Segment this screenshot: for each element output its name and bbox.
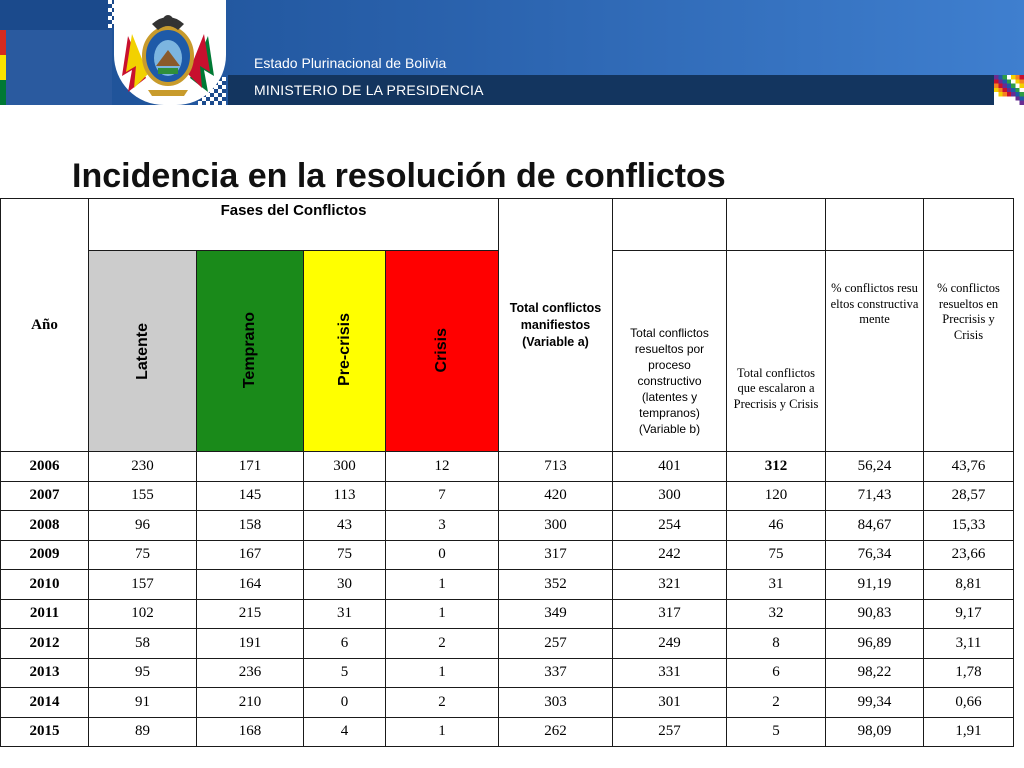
phase-latente-label: Latente xyxy=(133,323,151,380)
cell-escalated: 8 xyxy=(727,629,826,659)
header-left-block xyxy=(0,30,112,105)
blank-header-pct-p xyxy=(924,199,1014,251)
cell-pct_c: 96,89 xyxy=(826,629,924,659)
cell-crisis: 0 xyxy=(386,540,499,570)
cell-crisis: 1 xyxy=(386,717,499,747)
flag-yellow-stripe xyxy=(0,55,6,80)
cell-pct_c: 71,43 xyxy=(826,481,924,511)
table-row xyxy=(1,717,1014,747)
cell-crisis: 3 xyxy=(386,511,499,541)
page-title: Incidencia en la resolución de conflictos xyxy=(72,157,726,195)
cell-precrisis: 31 xyxy=(304,599,386,629)
cell-total_a: 300 xyxy=(499,511,613,541)
cell-crisis: 2 xyxy=(386,629,499,659)
phase-latente-header xyxy=(89,251,197,452)
cell-temprano: 167 xyxy=(197,540,304,570)
cell-escalated: 5 xyxy=(727,717,826,747)
cell-temprano: 215 xyxy=(197,599,304,629)
cell-year: 2010 xyxy=(1,570,89,600)
cell-temprano: 210 xyxy=(197,688,304,718)
table-row xyxy=(1,511,1014,541)
cell-precrisis: 75 xyxy=(304,540,386,570)
cell-pct_p: 28,57 xyxy=(924,481,1014,511)
cell-precrisis: 0 xyxy=(304,688,386,718)
cell-year: 2008 xyxy=(1,511,89,541)
cell-total_b: 300 xyxy=(613,481,727,511)
cell-precrisis: 43 xyxy=(304,511,386,541)
cell-pct_c: 84,67 xyxy=(826,511,924,541)
cell-temprano: 145 xyxy=(197,481,304,511)
cell-pct_p: 9,17 xyxy=(924,599,1014,629)
phase-temprano-label: Temprano xyxy=(241,311,258,388)
phase-crisis-label: Crisis xyxy=(433,327,450,372)
table-row xyxy=(1,540,1014,570)
cell-pct_p: 0,66 xyxy=(924,688,1014,718)
cell-crisis: 12 xyxy=(386,452,499,482)
cell-precrisis: 5 xyxy=(304,658,386,688)
blank-header-escalated xyxy=(727,199,826,251)
cell-total_b: 401 xyxy=(613,452,727,482)
cell-total_a: 317 xyxy=(499,540,613,570)
phase-precrisis-label: Pre-crisis xyxy=(335,313,353,386)
phase-temprano-header xyxy=(197,251,304,452)
pct-constructive-header: % conflictos resueltos constructivamente xyxy=(826,251,924,452)
cell-crisis: 7 xyxy=(386,481,499,511)
cell-pct_p: 8,81 xyxy=(924,570,1014,600)
cell-latente: 155 xyxy=(89,481,197,511)
cell-latente: 58 xyxy=(89,629,197,659)
cell-escalated: 31 xyxy=(727,570,826,600)
cell-temprano: 164 xyxy=(197,570,304,600)
cell-latente: 157 xyxy=(89,570,197,600)
cell-total_b: 331 xyxy=(613,658,727,688)
cell-year: 2012 xyxy=(1,629,89,659)
table-body xyxy=(1,452,1014,747)
cell-crisis: 1 xyxy=(386,570,499,600)
cell-pct_p: 1,91 xyxy=(924,717,1014,747)
conflicts-table xyxy=(0,198,1014,747)
cell-crisis: 1 xyxy=(386,599,499,629)
cell-precrisis: 6 xyxy=(304,629,386,659)
cell-pct_c: 56,24 xyxy=(826,452,924,482)
blank-header-pct-c xyxy=(826,199,924,251)
table-row xyxy=(1,688,1014,718)
table-row xyxy=(1,629,1014,659)
cell-precrisis: 113 xyxy=(304,481,386,511)
cell-total_a: 262 xyxy=(499,717,613,747)
cell-total_a: 349 xyxy=(499,599,613,629)
cell-year: 2006 xyxy=(1,452,89,482)
cell-temprano: 191 xyxy=(197,629,304,659)
cell-temprano: 236 xyxy=(197,658,304,688)
table-row xyxy=(1,658,1014,688)
cell-latente: 91 xyxy=(89,688,197,718)
cell-escalated: 6 xyxy=(727,658,826,688)
cell-precrisis: 4 xyxy=(304,717,386,747)
cell-precrisis: 30 xyxy=(304,570,386,600)
cell-year: 2013 xyxy=(1,658,89,688)
cell-total_a: 303 xyxy=(499,688,613,718)
year-header: Año xyxy=(1,199,89,452)
phases-header: Fases del Conflictos xyxy=(89,199,499,251)
flag-red-stripe xyxy=(0,30,6,55)
cell-pct_c: 91,19 xyxy=(826,570,924,600)
cell-pct_p: 23,66 xyxy=(924,540,1014,570)
cell-year: 2011 xyxy=(1,599,89,629)
cell-total_b: 301 xyxy=(613,688,727,718)
table-row xyxy=(1,481,1014,511)
state-name: Estado Plurinacional de Bolivia xyxy=(254,55,447,71)
coat-of-arms-icon xyxy=(118,6,218,102)
cell-escalated: 312 xyxy=(727,452,826,482)
total-a-header: Total conflictos manifiestos (Variable a) xyxy=(499,199,613,452)
cell-pct_c: 98,22 xyxy=(826,658,924,688)
cell-latente: 89 xyxy=(89,717,197,747)
cell-escalated: 2 xyxy=(727,688,826,718)
table-row xyxy=(1,452,1014,482)
cell-total_b: 254 xyxy=(613,511,727,541)
cell-crisis: 1 xyxy=(386,658,499,688)
cell-pct_p: 15,33 xyxy=(924,511,1014,541)
cell-precrisis: 300 xyxy=(304,452,386,482)
cell-pct_c: 99,34 xyxy=(826,688,924,718)
blank-header-b xyxy=(613,199,727,251)
phase-crisis-header xyxy=(386,251,499,452)
cell-year: 2007 xyxy=(1,481,89,511)
cell-escalated: 32 xyxy=(727,599,826,629)
table-row xyxy=(1,599,1014,629)
cell-pct_c: 90,83 xyxy=(826,599,924,629)
escalated-header: Total conflictos que escalaron a Precrisis y Crisis xyxy=(727,251,826,452)
pct-crisis-header: % conflictos resueltos en Precrisis y Crisis xyxy=(924,251,1014,452)
flag-green-stripe xyxy=(0,80,6,105)
cell-pct_c: 76,34 xyxy=(826,540,924,570)
cell-latente: 96 xyxy=(89,511,197,541)
cell-crisis: 2 xyxy=(386,688,499,718)
cell-latente: 95 xyxy=(89,658,197,688)
cell-pct_c: 98,09 xyxy=(826,717,924,747)
wiphala-flag-icon xyxy=(994,75,1024,105)
total-b-header: Total conflictos resueltos por proceso constructivo (latentes y tempranos) (Variable b) xyxy=(613,251,727,452)
cell-total_b: 317 xyxy=(613,599,727,629)
cell-escalated: 46 xyxy=(727,511,826,541)
cell-escalated: 120 xyxy=(727,481,826,511)
cell-total_b: 321 xyxy=(613,570,727,600)
cell-total_a: 420 xyxy=(499,481,613,511)
cell-temprano: 171 xyxy=(197,452,304,482)
cell-year: 2014 xyxy=(1,688,89,718)
cell-total_b: 249 xyxy=(613,629,727,659)
table-row xyxy=(1,570,1014,600)
bolivia-flag-stripe xyxy=(0,30,6,105)
phase-precrisis-header xyxy=(304,251,386,452)
cell-temprano: 168 xyxy=(197,717,304,747)
cell-total_a: 337 xyxy=(499,658,613,688)
cell-total_a: 257 xyxy=(499,629,613,659)
cell-latente: 230 xyxy=(89,452,197,482)
cell-total_b: 257 xyxy=(613,717,727,747)
cell-year: 2009 xyxy=(1,540,89,570)
cell-pct_p: 1,78 xyxy=(924,658,1014,688)
ministry-name: MINISTERIO DE LA PRESIDENCIA xyxy=(254,82,484,98)
cell-escalated: 75 xyxy=(727,540,826,570)
cell-total_a: 352 xyxy=(499,570,613,600)
cell-total_a: 713 xyxy=(499,452,613,482)
cell-latente: 75 xyxy=(89,540,197,570)
cell-latente: 102 xyxy=(89,599,197,629)
cell-pct_p: 43,76 xyxy=(924,452,1014,482)
cell-temprano: 158 xyxy=(197,511,304,541)
cell-pct_p: 3,11 xyxy=(924,629,1014,659)
cell-total_b: 242 xyxy=(613,540,727,570)
cell-year: 2015 xyxy=(1,717,89,747)
